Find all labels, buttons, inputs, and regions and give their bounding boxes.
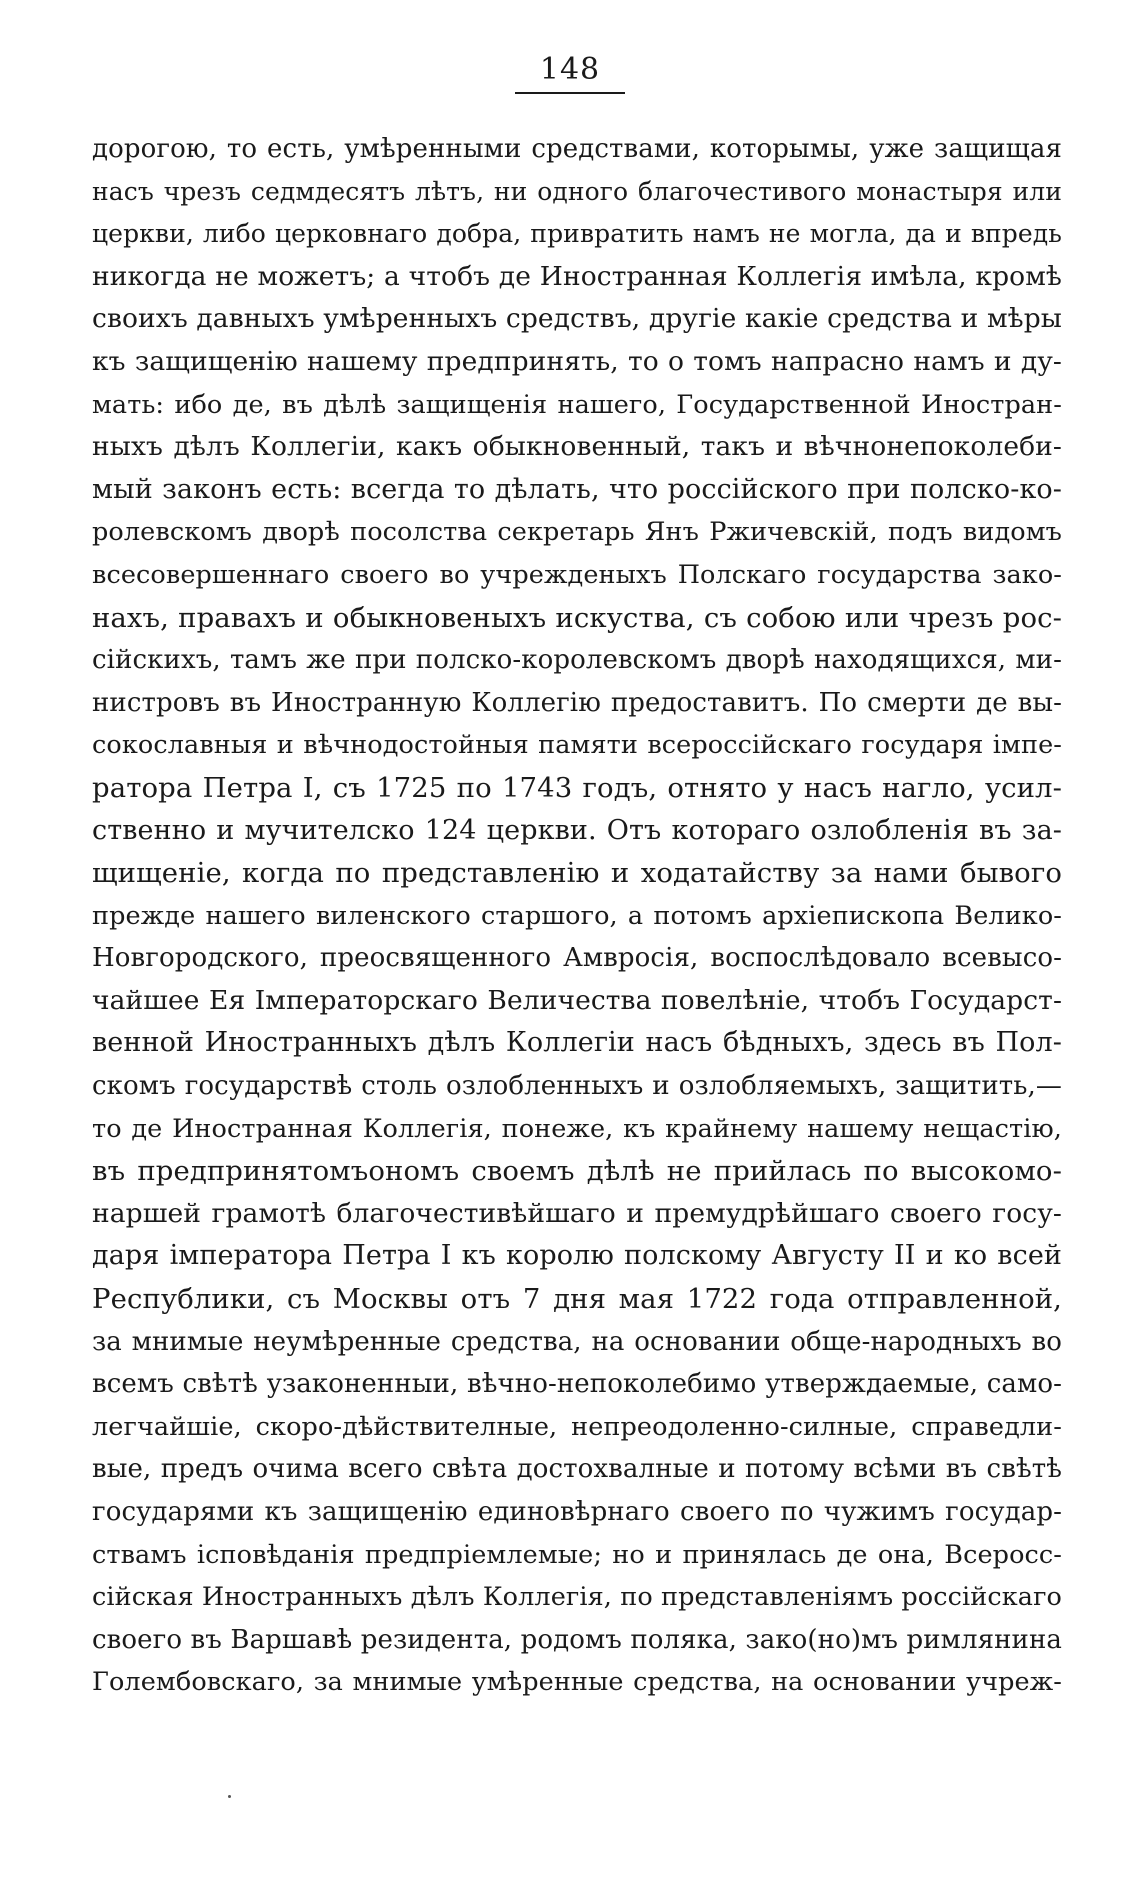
scan-speck bbox=[228, 1795, 231, 1798]
text-line: своего въ Варшавѣ резидента, родомъ поляка, зако(но)мъ римлянина bbox=[92, 1624, 1062, 1655]
text-line: даря імператора Петра I къ королю полскому Августу II и ко всей bbox=[92, 1240, 1062, 1272]
text-line: къ защищенію нашему предпринять, то о томъ напрасно намъ и ду- bbox=[92, 345, 1062, 377]
text-line: венной Иностранныхъ дѣлъ Коллегіи насъ бѣдныхъ, здесь въ Пол- bbox=[92, 1027, 1062, 1059]
text-line: нистровъ въ Иностранную Коллегію предоставитъ. По смерти де вы- bbox=[92, 687, 1062, 718]
text-line: за мнимые неумѣренные средства, на основании обще-народныхъ во bbox=[92, 1326, 1062, 1357]
text-line: ныхъ дѣлъ Коллегіи, какъ обыкновенный, такъ и вѣчнонепоколеби- bbox=[92, 431, 1062, 463]
text-line: своихъ давныхъ умѣренныхъ средствъ, другіе какіе средства и мѣры bbox=[92, 303, 1062, 335]
body-text bbox=[92, 128, 1062, 1704]
text-line: мать: ибо де, въ дѣлѣ защищенія нашего, Государственной Иностран- bbox=[92, 389, 1062, 420]
text-line: дорогою, то есть, умѣренными средствами, которымы, уже защищая bbox=[92, 134, 1062, 164]
text-line: сійскихъ, тамъ же при полско-королевскомъ дворѣ находящихся, ми- bbox=[92, 645, 1062, 676]
text-line: Республики, съ Москвы отъ 7 дня мая 1722 года отправленной, bbox=[92, 1283, 1062, 1316]
text-line: церкви, либо церковнаго добра, привратить намъ не могла, да и впредь bbox=[92, 219, 1062, 249]
text-line: сокославныя и вѣчнодостойныя памяти всероссійскаго государя імпе- bbox=[92, 730, 1062, 761]
text-line: ролевскомъ дворѣ посолства секретарь Янъ Ржичевскій, подъ видомъ bbox=[92, 517, 1062, 548]
text-line: всесовершеннаго своего во учрежденыхъ Полскаго государства зако- bbox=[92, 559, 1062, 590]
text-line: ственно и мучителско 124 церкви. Отъ котораго озлобленія въ за- bbox=[92, 814, 1062, 846]
text-line: государями къ защищенію единовѣрнаго своего по чужимъ государ- bbox=[92, 1497, 1062, 1527]
text-line: скомъ государствѣ столь озлобленныхъ и озлобляемыхъ, защитить,— bbox=[92, 1071, 1062, 1102]
text-line: наршей грамотѣ благочестивѣйшаго и премудрѣйшаго своего госу- bbox=[92, 1197, 1062, 1229]
text-line: никогда не можетъ; а чтобъ де Иностранная Коллегія имѣла, кромѣ bbox=[92, 260, 1062, 292]
text-line: ратора Петра I, съ 1725 по 1743 годъ, отнято у насъ нагло, усил- bbox=[92, 771, 1062, 804]
text-line: легчайшіе, скоро-дѣйствителные, непреодоленно-силные, справедли- bbox=[92, 1411, 1062, 1442]
page-number: 148 bbox=[539, 52, 601, 87]
text-line: сійская Иностранныхъ дѣлъ Коллегія, по представленіямъ россійскаго bbox=[92, 1582, 1062, 1613]
text-line: Голембовскаго, за мнимые умѣренные средства, на основании учреж- bbox=[92, 1667, 1062, 1698]
text-line: прежде нашего виленского старшого, а потомъ архіепископа Велико- bbox=[92, 900, 1062, 931]
text-line: нахъ, правахъ и обыкновеныхъ искуства, съ собою или чрезъ рос- bbox=[92, 601, 1062, 634]
text-line: въ предпринятомъономъ своемъ дѣлѣ не прийлась по высокомо- bbox=[92, 1155, 1062, 1188]
text-line: щищеніе, когда по представленію и ходатайству за нами бывого bbox=[92, 857, 1062, 890]
text-line: то де Иностранная Коллегія, понеже, къ крайнему нашему нещастію, bbox=[92, 1113, 1062, 1144]
text-line: Новгородского, преосвященного Амвросія, воспослѣдовало всевысо- bbox=[92, 943, 1062, 974]
text-line: мый законъ есть: всегда то дѣлать, что россійского при полско-ко- bbox=[92, 473, 1062, 505]
text-line: всемъ свѣтѣ узаконенныи, вѣчно-непоколебимо утверждаемые, само- bbox=[92, 1369, 1062, 1400]
text-line: вые, предъ очима всего свѣта достохвалные и потому всѣми въ свѣтѣ bbox=[92, 1454, 1062, 1485]
text-line: ствамъ іcповѣданія предпріемлемые; но и принялась де она, Всеросс- bbox=[92, 1539, 1062, 1570]
text-line: чайшее Ея Імператорскаго Величества повелѣніе, чтобъ Государст- bbox=[92, 984, 1062, 1016]
page-number-underline bbox=[515, 92, 625, 94]
text-line: насъ чрезъ седмдесятъ лѣтъ, ни одного благочестивого монастыря или bbox=[92, 176, 1062, 206]
